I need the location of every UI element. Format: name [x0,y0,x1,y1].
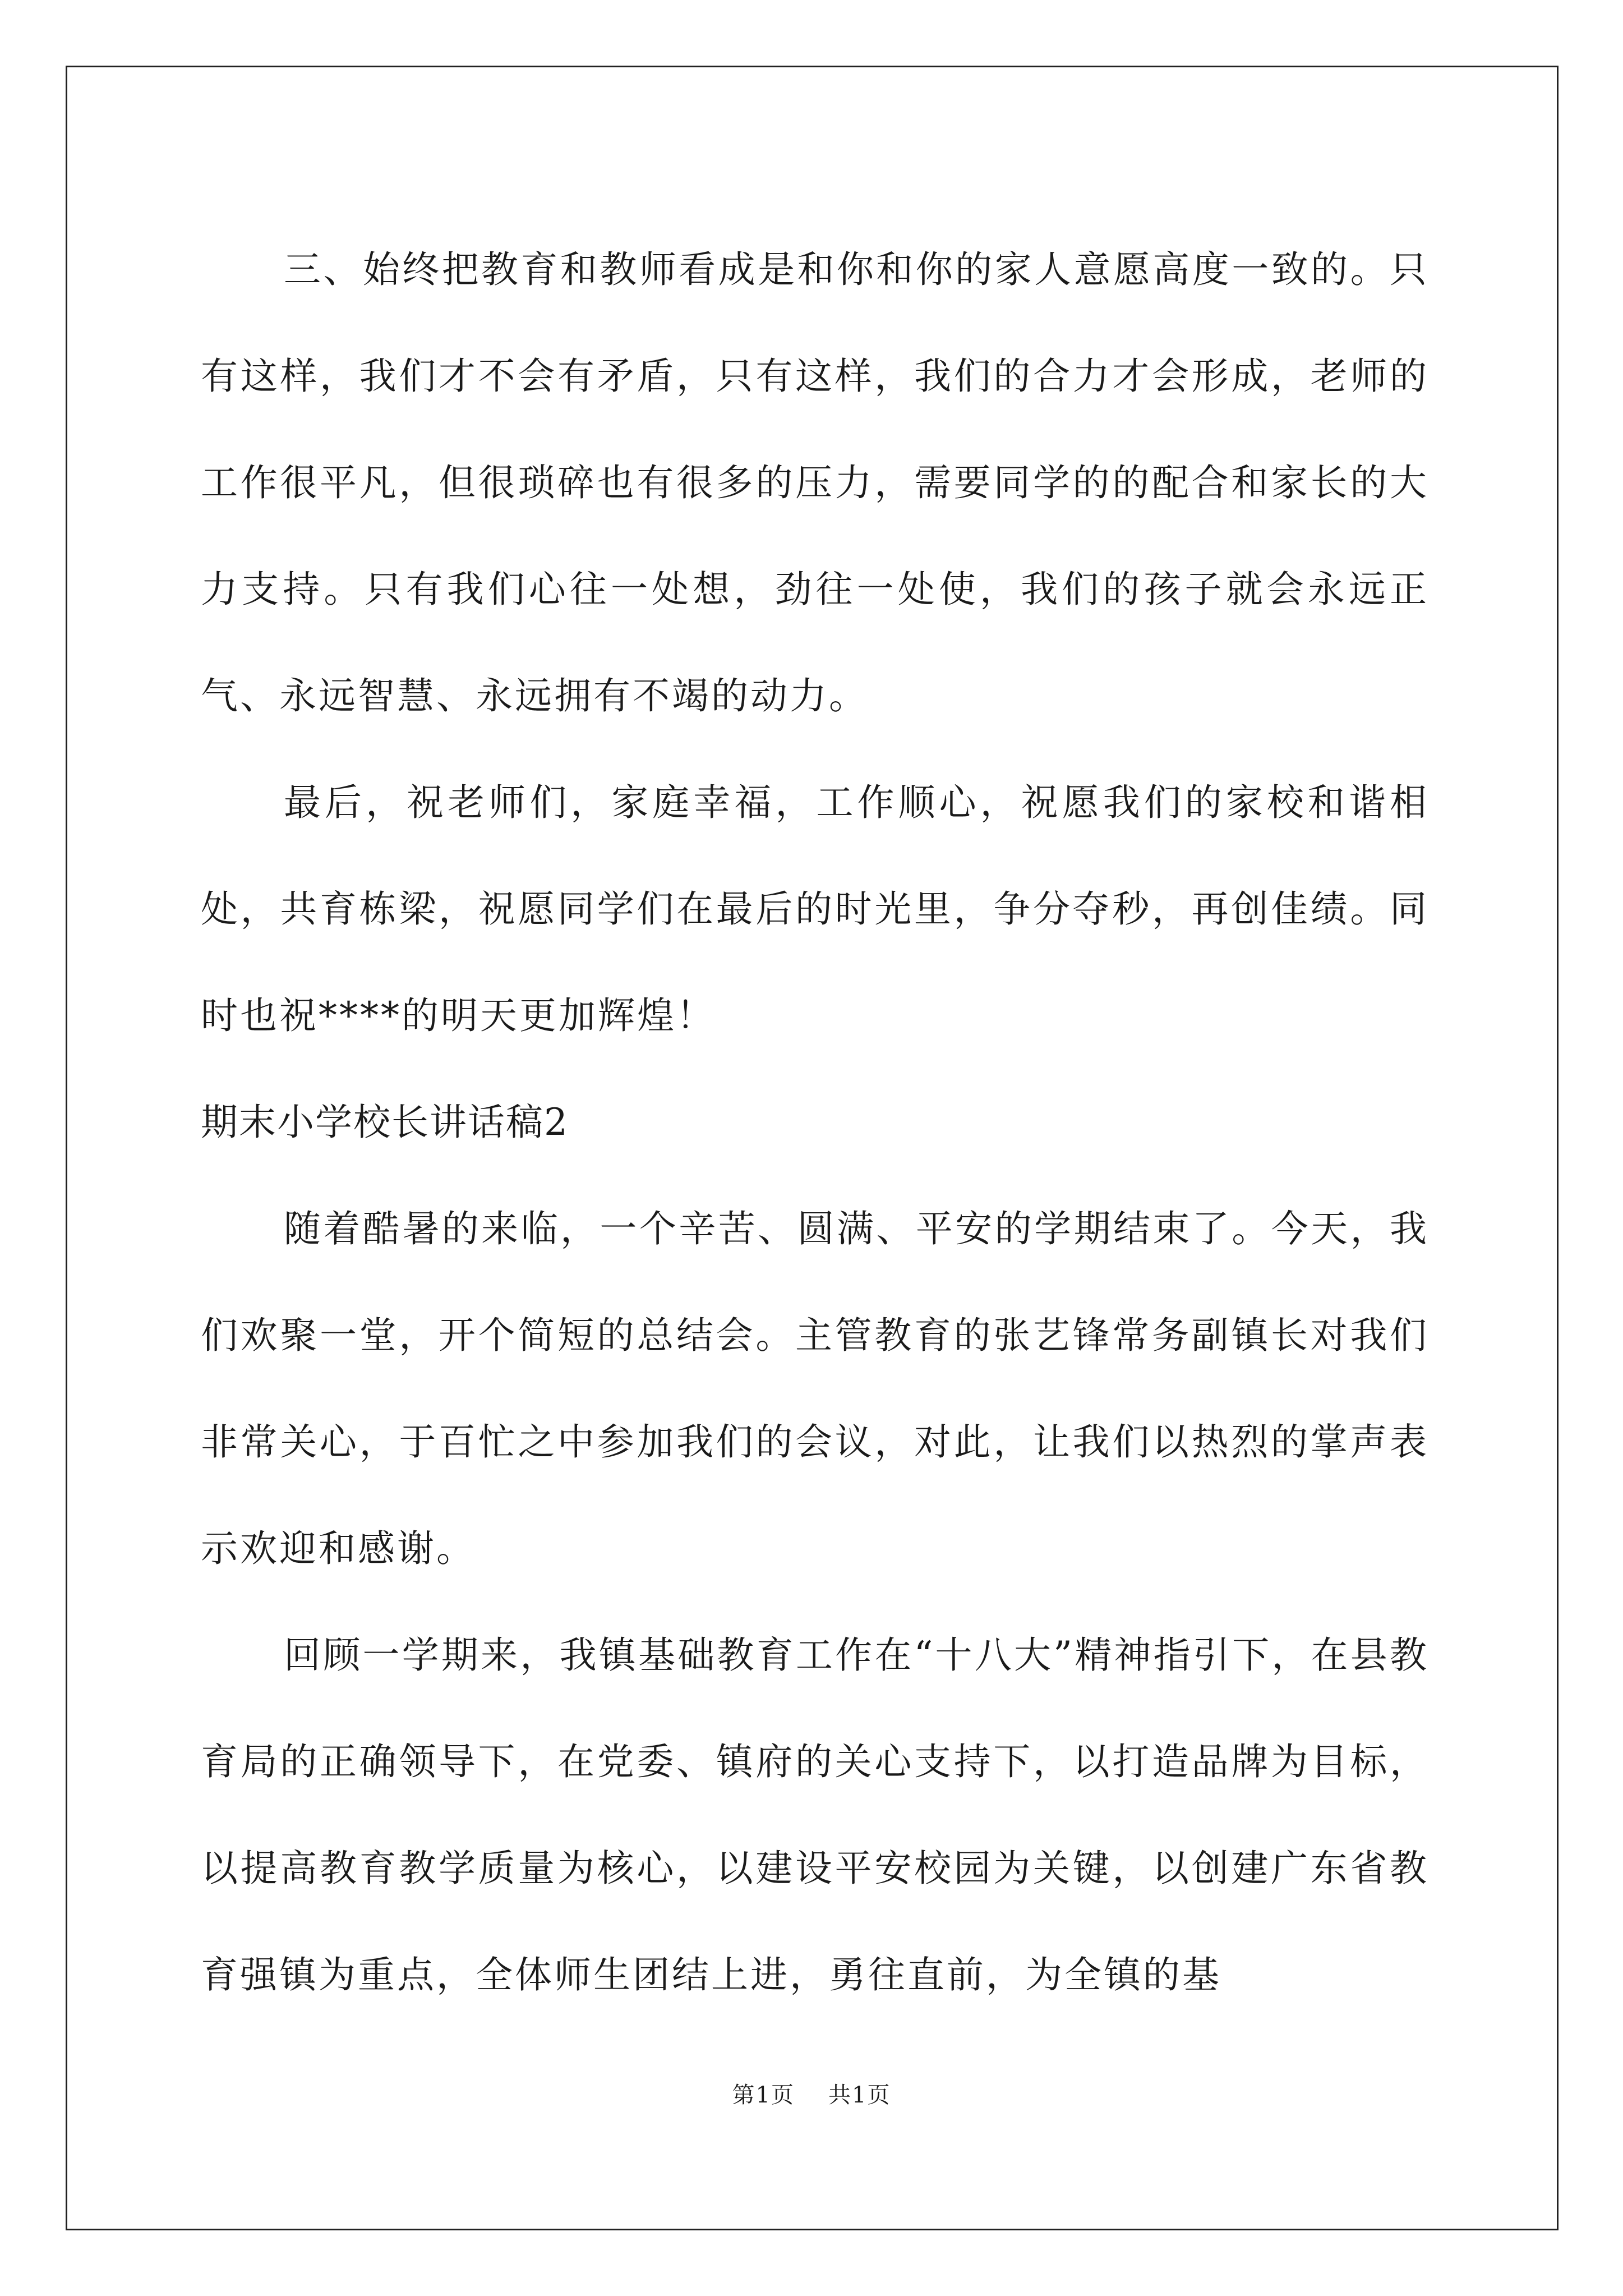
page-footer [0,2078,1623,2112]
page-total: 共1页 [828,2082,891,2108]
paragraph-unity: 三、始终把教育和教师看成是和你和你的家人意愿高度一致的。只有这样，我们才不会有矛盾，只有这样，我们的合力才会形成，老师的工作很平凡，但很琐碎也有很多的压力，需要同学的的配合和家长的大力支持。只有我们心往一处想，劲往一处使，我们的孩子就会永远正气、永远智慧、永远拥有不竭的动力。 [201,248,1429,717]
paragraph-intro: 随着酷暑的来临，一个辛苦、圆满、平安的学期结束了。今天，我们欢聚一堂，开个简短的总结会。主管教育的张艺锋常务副镇长对我们非常关心，于百忙之中参加我们的会议，对此，让我们以热烈的掌声表示欢迎和感谢。 [201,1207,1429,1570]
page-number: 第1页 [732,2082,795,2108]
paragraph-review: 回顾一学期来，我镇基础教育工作在“十八大”精神指引下，在县教育局的正确领导下，在党委、镇府的关心支持下，以打造品牌为目标，以提高教育教学质量为核心，以建设平安校园为关键，以创建广东省教育强镇为重点，全体师生团结上进，勇往直前，为全镇的基 [201,1634,1429,1996]
section-heading: 期末小学校长讲话稿2 [201,1101,569,1144]
paragraph-closing-wishes: 最后，祝老师们，家庭幸福，工作顺心，祝愿我们的家校和谐相处，共育栋梁，祝愿同学们在最后的时光里，争分夺秒，再创佳绩。同时也祝****的明天更加辉煌！ [201,781,1429,1037]
document-body [201,217,1429,2028]
